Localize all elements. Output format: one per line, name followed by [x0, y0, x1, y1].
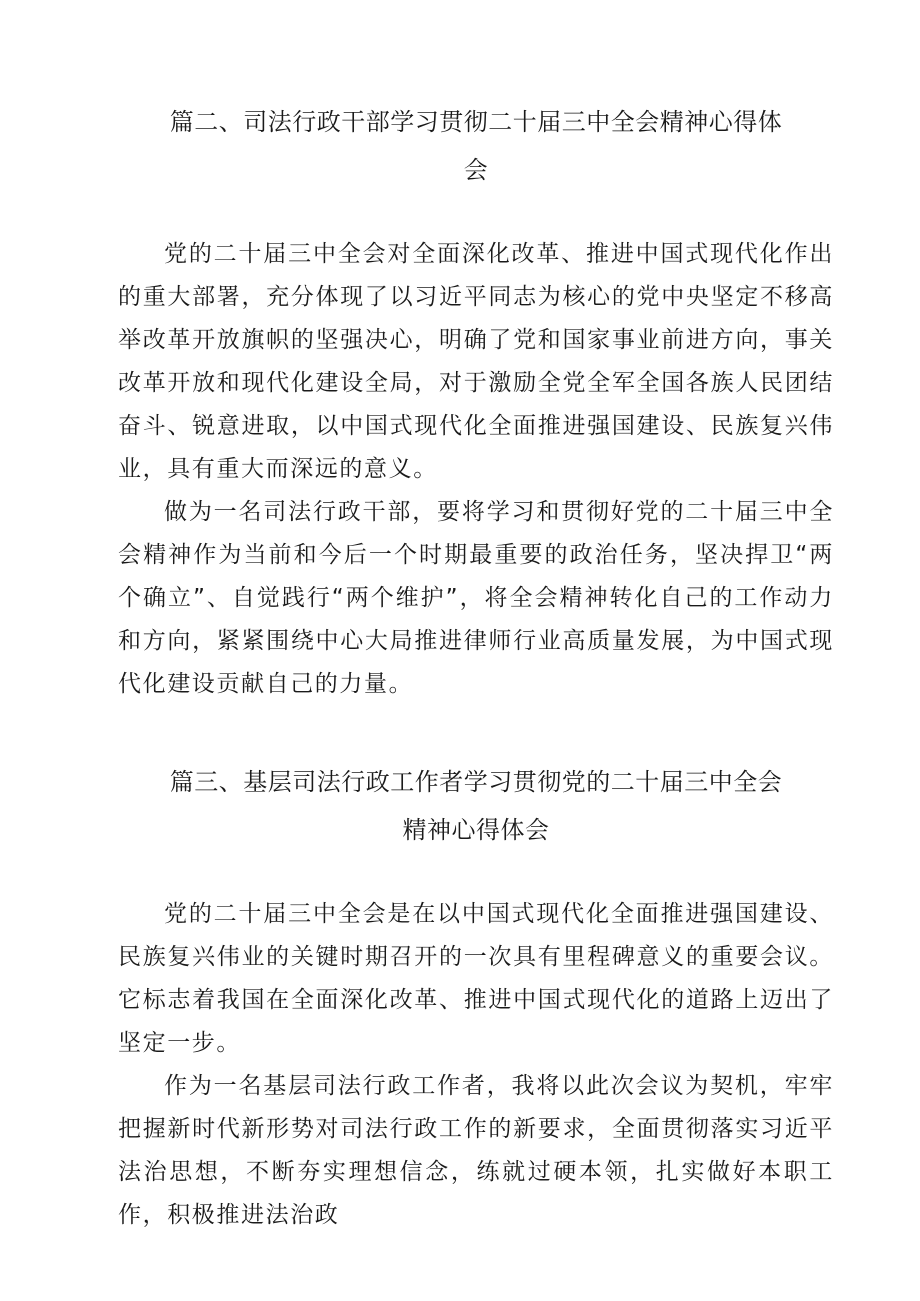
section-2-body — [118, 233, 834, 706]
section-3-paragraph-2: 作为一名基层司法行政工作者，我将以此次会议为契机，牢牢把握新时代新形势对司法行政工作的新要求，全面贯彻落实习近平法治思想，不断夯实理想信念，练就过硬本领，扎实做好本职工作，积极推进法治政 — [118, 1073, 834, 1228]
section-3-body — [118, 893, 834, 1237]
section-2-title-line-1: 篇二、司法行政干部学习贯彻二十届三中全会精神心得体 — [169, 108, 783, 136]
section-2-title — [118, 98, 834, 194]
section-2-paragraph-1: 党的二十届三中全会对全面深化改革、推进中国式现代化作出的重大部署，充分体现了以习近平同志为核心的党中央坚定不移高举改革开放旗帜的坚强决心，明确了党和国家事业前进方向，事关改革开放和现代化建设全局，对于激励全党全军全国各族人民团结奋斗、锐意进取，以中国式现代化全面推进强国建设、民族复兴伟业，具有重大而深远的意义。 — [118, 241, 834, 482]
section-3-title-line-1: 篇三、基层司法行政工作者学习贯彻党的二十届三中全会 — [169, 768, 783, 796]
section-2-paragraph-2: 做为一名司法行政干部，要将学习和贯彻好党的二十届三中全会精神作为当前和今后一个时期最重要的政治任务，坚决捍卫“两个确立”、自觉践行“两个维护”，将全会精神转化自己的工作动力和方向，紧紧围绕中心大局推进律师行业高质量发展，为中国式现代化建设贡献自己的力量。 — [118, 499, 834, 697]
section-3-paragraph-1: 党的二十届三中全会是在以中国式现代化全面推进强国建设、民族复兴伟业的关键时期召开的一次具有里程碑意义的重要会议。它标志着我国在全面深化改革、推进中国式现代化的道路上迈出了坚定一步。 — [118, 901, 834, 1056]
section-3-title-line-2: 精神心得体会 — [402, 816, 550, 844]
section-2-title-line-2: 会 — [463, 156, 489, 184]
section-3-title — [118, 758, 834, 854]
